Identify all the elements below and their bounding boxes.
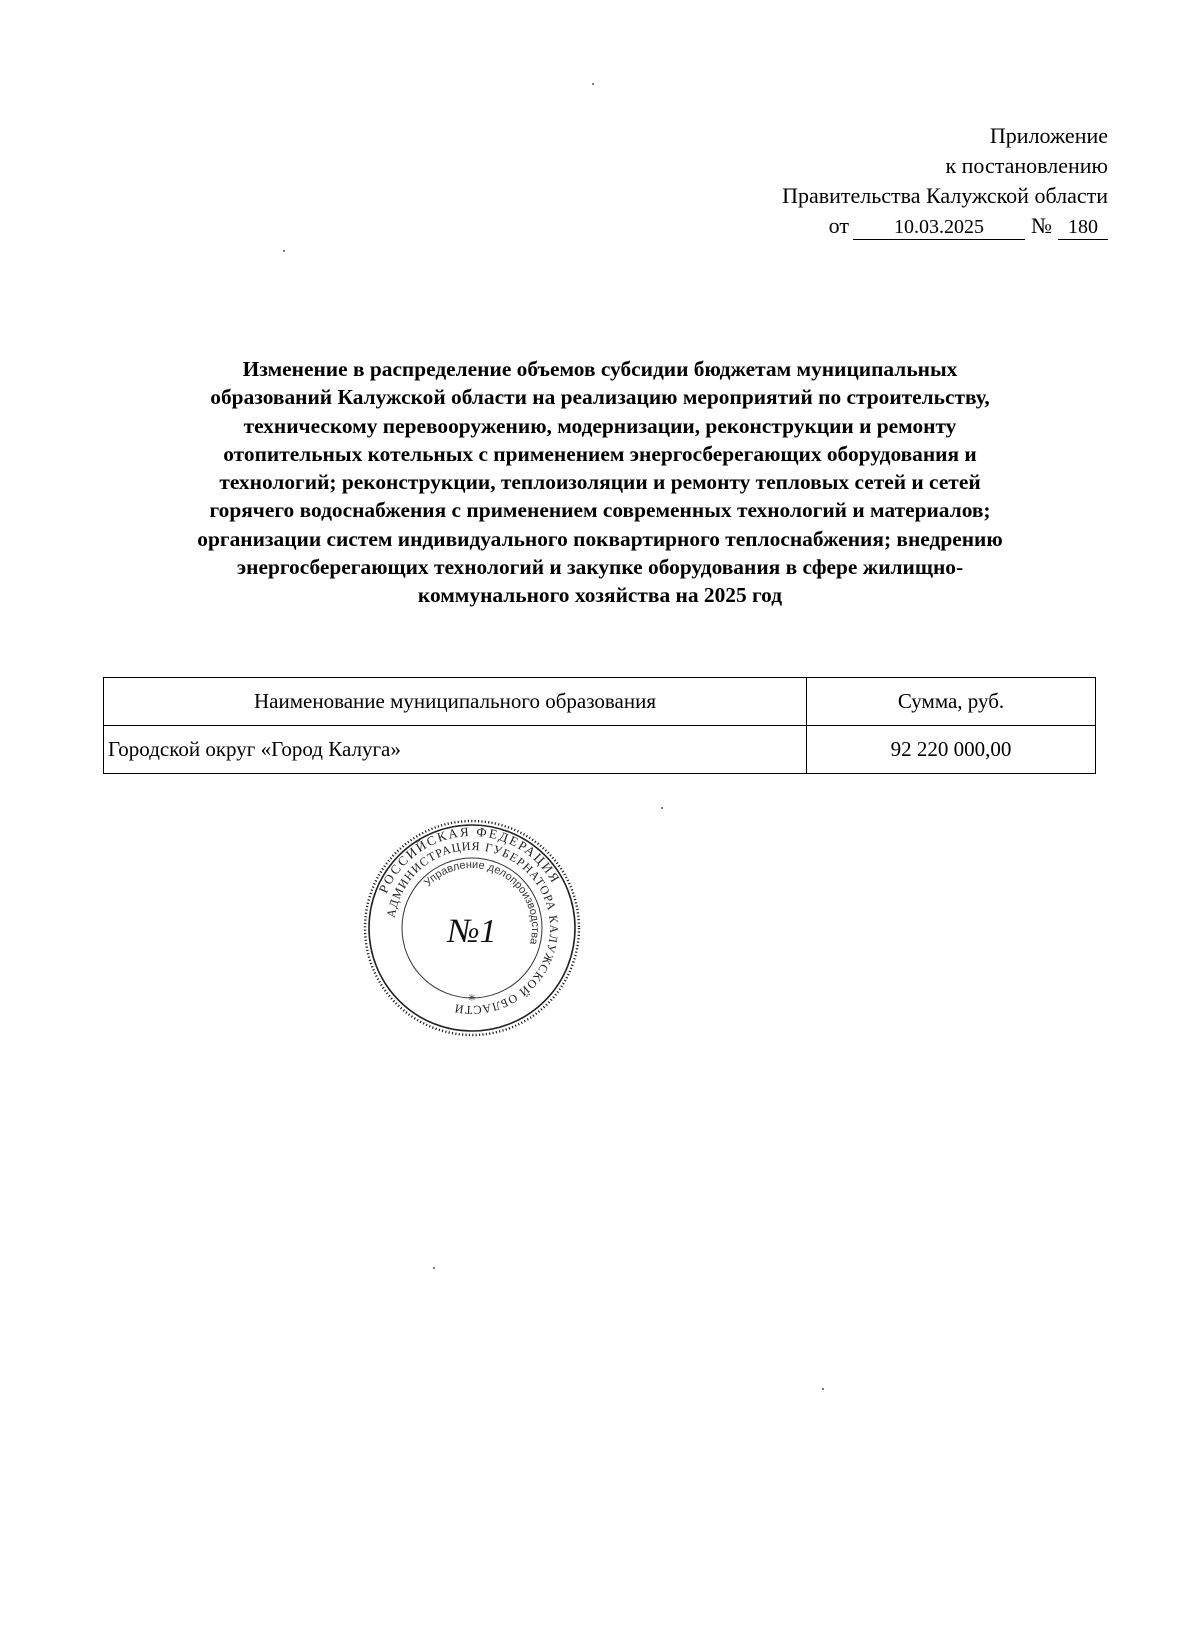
seal-star-icon: ✳ xyxy=(467,993,477,1004)
scan-speck xyxy=(433,1267,435,1269)
title-line: образований Калужской области на реализацию мероприятий по строительству, xyxy=(210,385,990,410)
resolution-number: 180 xyxy=(1058,215,1108,240)
document-title xyxy=(120,355,1080,610)
title-line: горячего водоснабжения с применением современных технологий и материалов; xyxy=(209,498,991,523)
appendix-resolution-label: к постановлению xyxy=(945,153,1108,178)
header-municipality: Наименование муниципального образования xyxy=(104,678,807,726)
title-line: отопительных котельных с применением энергосберегающих оборудования и xyxy=(223,441,977,466)
title-line: организации систем индивидуального поквартирного теплоснабжения; внедрению xyxy=(197,526,1003,551)
seal-outer-text: РОССИЙСКАЯ ФЕДЕРАЦИЯ xyxy=(375,823,564,896)
seal-inner-text: Управление делопроизводства xyxy=(421,858,542,946)
title-line: коммунального хозяйства на 2025 год xyxy=(417,583,783,608)
title-line: техническому перевооружению, модернизации, реконструкции и ремонту xyxy=(243,413,957,438)
appendix-government-label: Правительства Калужской области xyxy=(782,183,1108,208)
seal-center-text: №1 xyxy=(447,913,497,950)
header-amount: Сумма, руб. xyxy=(807,678,1096,726)
municipality-cell: Городской округ «Город Калуга» xyxy=(104,726,807,774)
scan-speck xyxy=(283,250,285,252)
seal-ring-text: АДМИНИСТРАЦИЯ ГУБЕРНАТОРА КАЛУЖСКОЙ ОБЛАСТИ xyxy=(383,838,562,1018)
title-line: энергосберегающих технологий и закупке оборудования в сфере жилищно- xyxy=(236,555,964,580)
scan-speck xyxy=(592,83,594,85)
distribution-table xyxy=(103,677,1096,774)
appendix-header xyxy=(588,121,1108,241)
date-prefix: от xyxy=(828,213,849,238)
title-line: технологий; реконструкции, теплоизоляции и ремонту тепловых сетей и сетей xyxy=(219,470,981,495)
resolution-date: 10.03.2025 xyxy=(853,215,1025,240)
appendix-label: Приложение xyxy=(989,123,1108,148)
scan-speck xyxy=(661,807,663,809)
table-header-row xyxy=(104,678,1096,726)
scan-speck xyxy=(822,1388,824,1390)
amount-cell: 92 220 000,00 xyxy=(807,726,1096,774)
official-seal-icon xyxy=(362,818,582,1038)
title-line: Изменение в распределение объемов субсидии бюджетам муниципальных xyxy=(242,357,958,381)
table-row xyxy=(104,726,1096,774)
appendix-date-line xyxy=(588,211,1108,241)
number-sign: № xyxy=(1031,213,1052,238)
